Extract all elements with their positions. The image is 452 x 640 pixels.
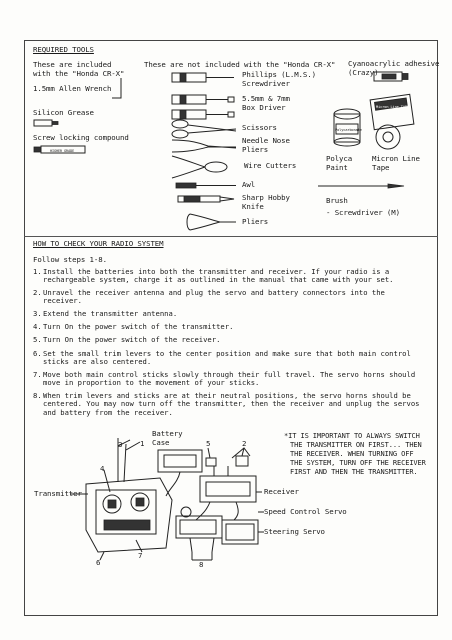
brush-label: Brush: [326, 196, 348, 205]
diagram-num-4: 4: [100, 464, 105, 473]
diagram-num-5: 5: [206, 439, 211, 448]
warning-line-4: THE SYSTEM, TURN OFF THE RECEIVER: [290, 459, 426, 467]
diagram-num-8: 8: [199, 560, 204, 569]
warning-line-1: *IT IS IMPORTANT TO ALWAYS SWITCH: [284, 432, 420, 440]
step-number: 3.: [33, 309, 42, 318]
needle-nose-line2: Pliers: [242, 145, 269, 154]
battery-case-line2: Case: [152, 438, 170, 447]
awl-label: Awl: [242, 180, 256, 189]
step-text: Set the small trim levers to the center position and make sure that both main control sticks are also centered.: [43, 349, 411, 367]
cyano-line1: Cyanoacrylic adhesive: [348, 59, 440, 68]
step-text: Install the batteries into both the transmitter and receiver. If your radio is a rechargeable system, charge it as outlined in the manual that came with your set.: [43, 267, 394, 285]
not-included-label: These are not included with the "Honda CR-X": [144, 60, 336, 69]
glue-tube-label: HIGHER GRADE: [50, 148, 75, 153]
pliers-label: Pliers: [242, 217, 269, 226]
micron-line2: Tape: [372, 163, 390, 172]
polyca-jar-label: Polycarbonate: [335, 128, 362, 132]
step-number: 5.: [33, 335, 42, 344]
step-text: Move both main control sticks slowly through their full travel. The servo horns should move in proportion to the movement of your sticks.: [43, 370, 416, 388]
required-tools-heading: REQUIRED TOOLS: [33, 45, 94, 54]
polyca-line1: Polyca: [326, 154, 353, 163]
step-number: 4.: [33, 322, 42, 331]
micron-box-label: Micron Line TAPE: [376, 105, 410, 109]
diagram-num-6: 6: [96, 558, 101, 567]
box-driver-line1: 5.5mm & 7mm: [242, 94, 290, 103]
polyca-line2: Paint: [326, 163, 348, 172]
screwdriver-m-label: - Screwdriver (M): [326, 208, 400, 217]
step-number: 7.: [33, 370, 42, 379]
needle-nose-line1: Needle Nose: [242, 136, 290, 145]
diagram-num-7: 7: [138, 551, 143, 560]
speed-control-servo-label: Speed Control Servo: [264, 507, 347, 516]
step-number: 6.: [33, 349, 42, 358]
hobby-knife-line1: Sharp Hobby: [242, 193, 290, 202]
included-line2: with the "Honda CR-X": [33, 69, 125, 78]
check-intro: Follow steps 1-8.: [33, 255, 107, 264]
step-number: 1.: [33, 267, 42, 276]
receiver-label: Receiver: [264, 487, 299, 496]
transmitter-label: Transmitter: [34, 489, 82, 498]
warning-line-5: FIRST AND THEN THE TRANSMITTER.: [290, 468, 418, 476]
warning-line-3: THE RECEIVER. WHEN TURNING OFF: [290, 450, 414, 458]
micron-line1: Micron Line: [372, 154, 420, 163]
box-driver-line2: Box Driver: [242, 103, 286, 112]
cyano-line2: (Crazy): [348, 68, 379, 77]
wire-cutters-label: Wire Cutters: [244, 161, 297, 170]
check-heading: HOW TO CHECK YOUR RADIO SYSTEM: [33, 239, 164, 248]
phillips-line1: Phillips (L.M.S.): [242, 70, 316, 79]
hobby-knife-line2: Knife: [242, 202, 264, 211]
steering-servo-label: Steering Servo: [264, 527, 325, 536]
step-text: Extend the transmitter antenna.: [43, 309, 178, 318]
step-text: Turn On the power switch of the transmitter.: [43, 322, 234, 331]
scissors-label: Scissors: [242, 123, 277, 132]
step-number: 8.: [33, 391, 42, 400]
warning-line-2: THE TRANSMITTER ON FIRST... THEN: [290, 441, 422, 449]
step-number: 2.: [33, 288, 42, 297]
battery-case-line1: Battery: [152, 429, 183, 438]
allen-wrench-label: 1.5mm Allen Wrench: [33, 84, 112, 93]
diagram-num-2: 2: [242, 439, 247, 448]
diagram-num-1: 1: [140, 439, 145, 448]
phillips-line2: Screwdriver: [242, 79, 290, 88]
screw-locking-label: Screw locking compound: [33, 133, 129, 142]
included-line1: These are included: [33, 60, 112, 69]
silicon-grease-label: Silicon Grease: [33, 108, 94, 117]
step-text: When trim levers and sticks are at their neutral positions, the servo horns should be centered. You may now turn off the transmitter, then the receiver and unplug the servos and battery from the receiver.: [43, 391, 420, 417]
step-text: Unravel the receiver antenna and plug the servo and battery connectors into the receiver.: [43, 288, 385, 306]
step-text: Turn On the power switch of the receiver.: [43, 335, 221, 344]
diagram-num-3: 3: [118, 440, 123, 449]
